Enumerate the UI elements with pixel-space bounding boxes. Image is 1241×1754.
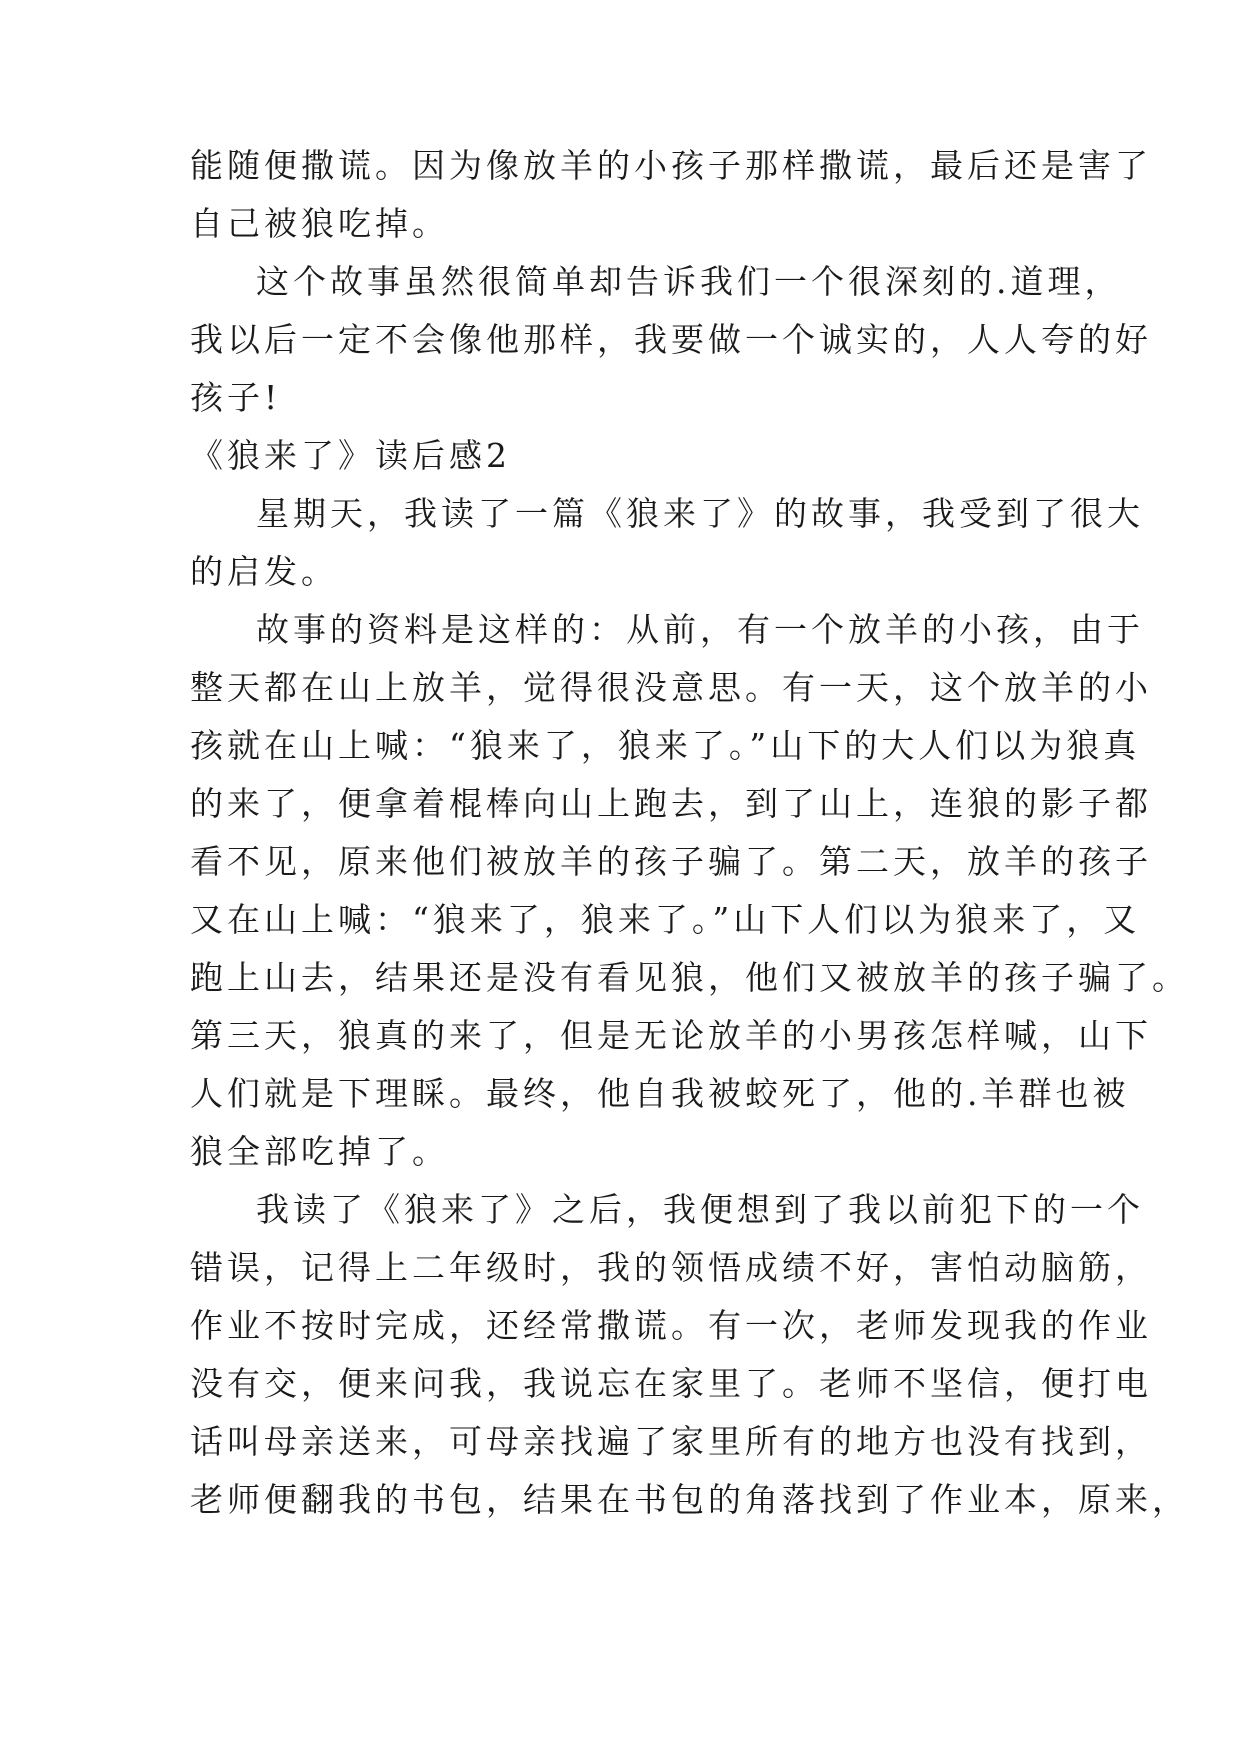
text-line: 错误，记得上二年级时，我的领悟成绩不好，害怕动脑筋， bbox=[190, 1248, 1152, 1287]
text-line: 又在山上喊：“狼来了，狼来了。”山下人们以为狼来了，又 bbox=[190, 900, 1141, 939]
text-line: 老师便翻我的书包，结果在书包的角落找到了作业本，原来， bbox=[190, 1480, 1189, 1519]
text-line: 自己被狼吃掉。 bbox=[190, 204, 449, 243]
text-line: 第三天，狼真的来了，但是无论放羊的小男孩怎样喊，山下 bbox=[190, 1016, 1152, 1055]
text-line: 话叫母亲送来，可母亲找遍了家里所有的地方也没有找到， bbox=[190, 1422, 1152, 1461]
text-line: 作业不按时完成，还经常撒谎。有一次，老师发现我的作业 bbox=[190, 1306, 1152, 1345]
text-line: 孩就在山上喊：“狼来了，狼来了。”山下的大人们以为狼真 bbox=[190, 726, 1141, 765]
text-line: 星期天，我读了一篇《狼来了》的故事，我受到了很大 bbox=[256, 494, 1144, 533]
text-line: 能随便撒谎。因为像放羊的小孩子那样撒谎，最后还是害了 bbox=[190, 146, 1152, 185]
text-line: 的来了，便拿着棍棒向山上跑去，到了山上，连狼的影子都 bbox=[190, 784, 1152, 823]
text-line: 我以后一定不会像他那样，我要做一个诚实的，人人夸的好 bbox=[190, 320, 1152, 359]
text-line: 这个故事虽然很简单却告诉我们一个很深刻的.道理， bbox=[256, 262, 1122, 301]
text-line: 的启发。 bbox=[190, 552, 338, 591]
text-line: 人们就是下理睬。最终，他自我被蛟死了，他的.羊群也被 bbox=[190, 1074, 1130, 1113]
text-line: 故事的资料是这样的：从前，有一个放羊的小孩，由于 bbox=[256, 610, 1144, 649]
text-line: 看不见，原来他们被放羊的孩子骗了。第二天，放羊的孩子 bbox=[190, 842, 1152, 881]
text-line: 没有交，便来问我，我说忘在家里了。老师不坚信，便打电 bbox=[190, 1364, 1152, 1403]
text-line: 我读了《狼来了》之后，我便想到了我以前犯下的一个 bbox=[256, 1190, 1144, 1229]
text-line: 整天都在山上放羊，觉得很没意思。有一天，这个放羊的小 bbox=[190, 668, 1152, 707]
text-line: 狼全部吃掉了。 bbox=[190, 1132, 449, 1171]
text-line: 跑上山去，结果还是没有看见狼，他们又被放羊的孩子骗了。 bbox=[190, 958, 1189, 997]
section-heading: 《狼来了》读后感2 bbox=[190, 436, 511, 475]
text-line: 孩子! bbox=[190, 378, 282, 417]
